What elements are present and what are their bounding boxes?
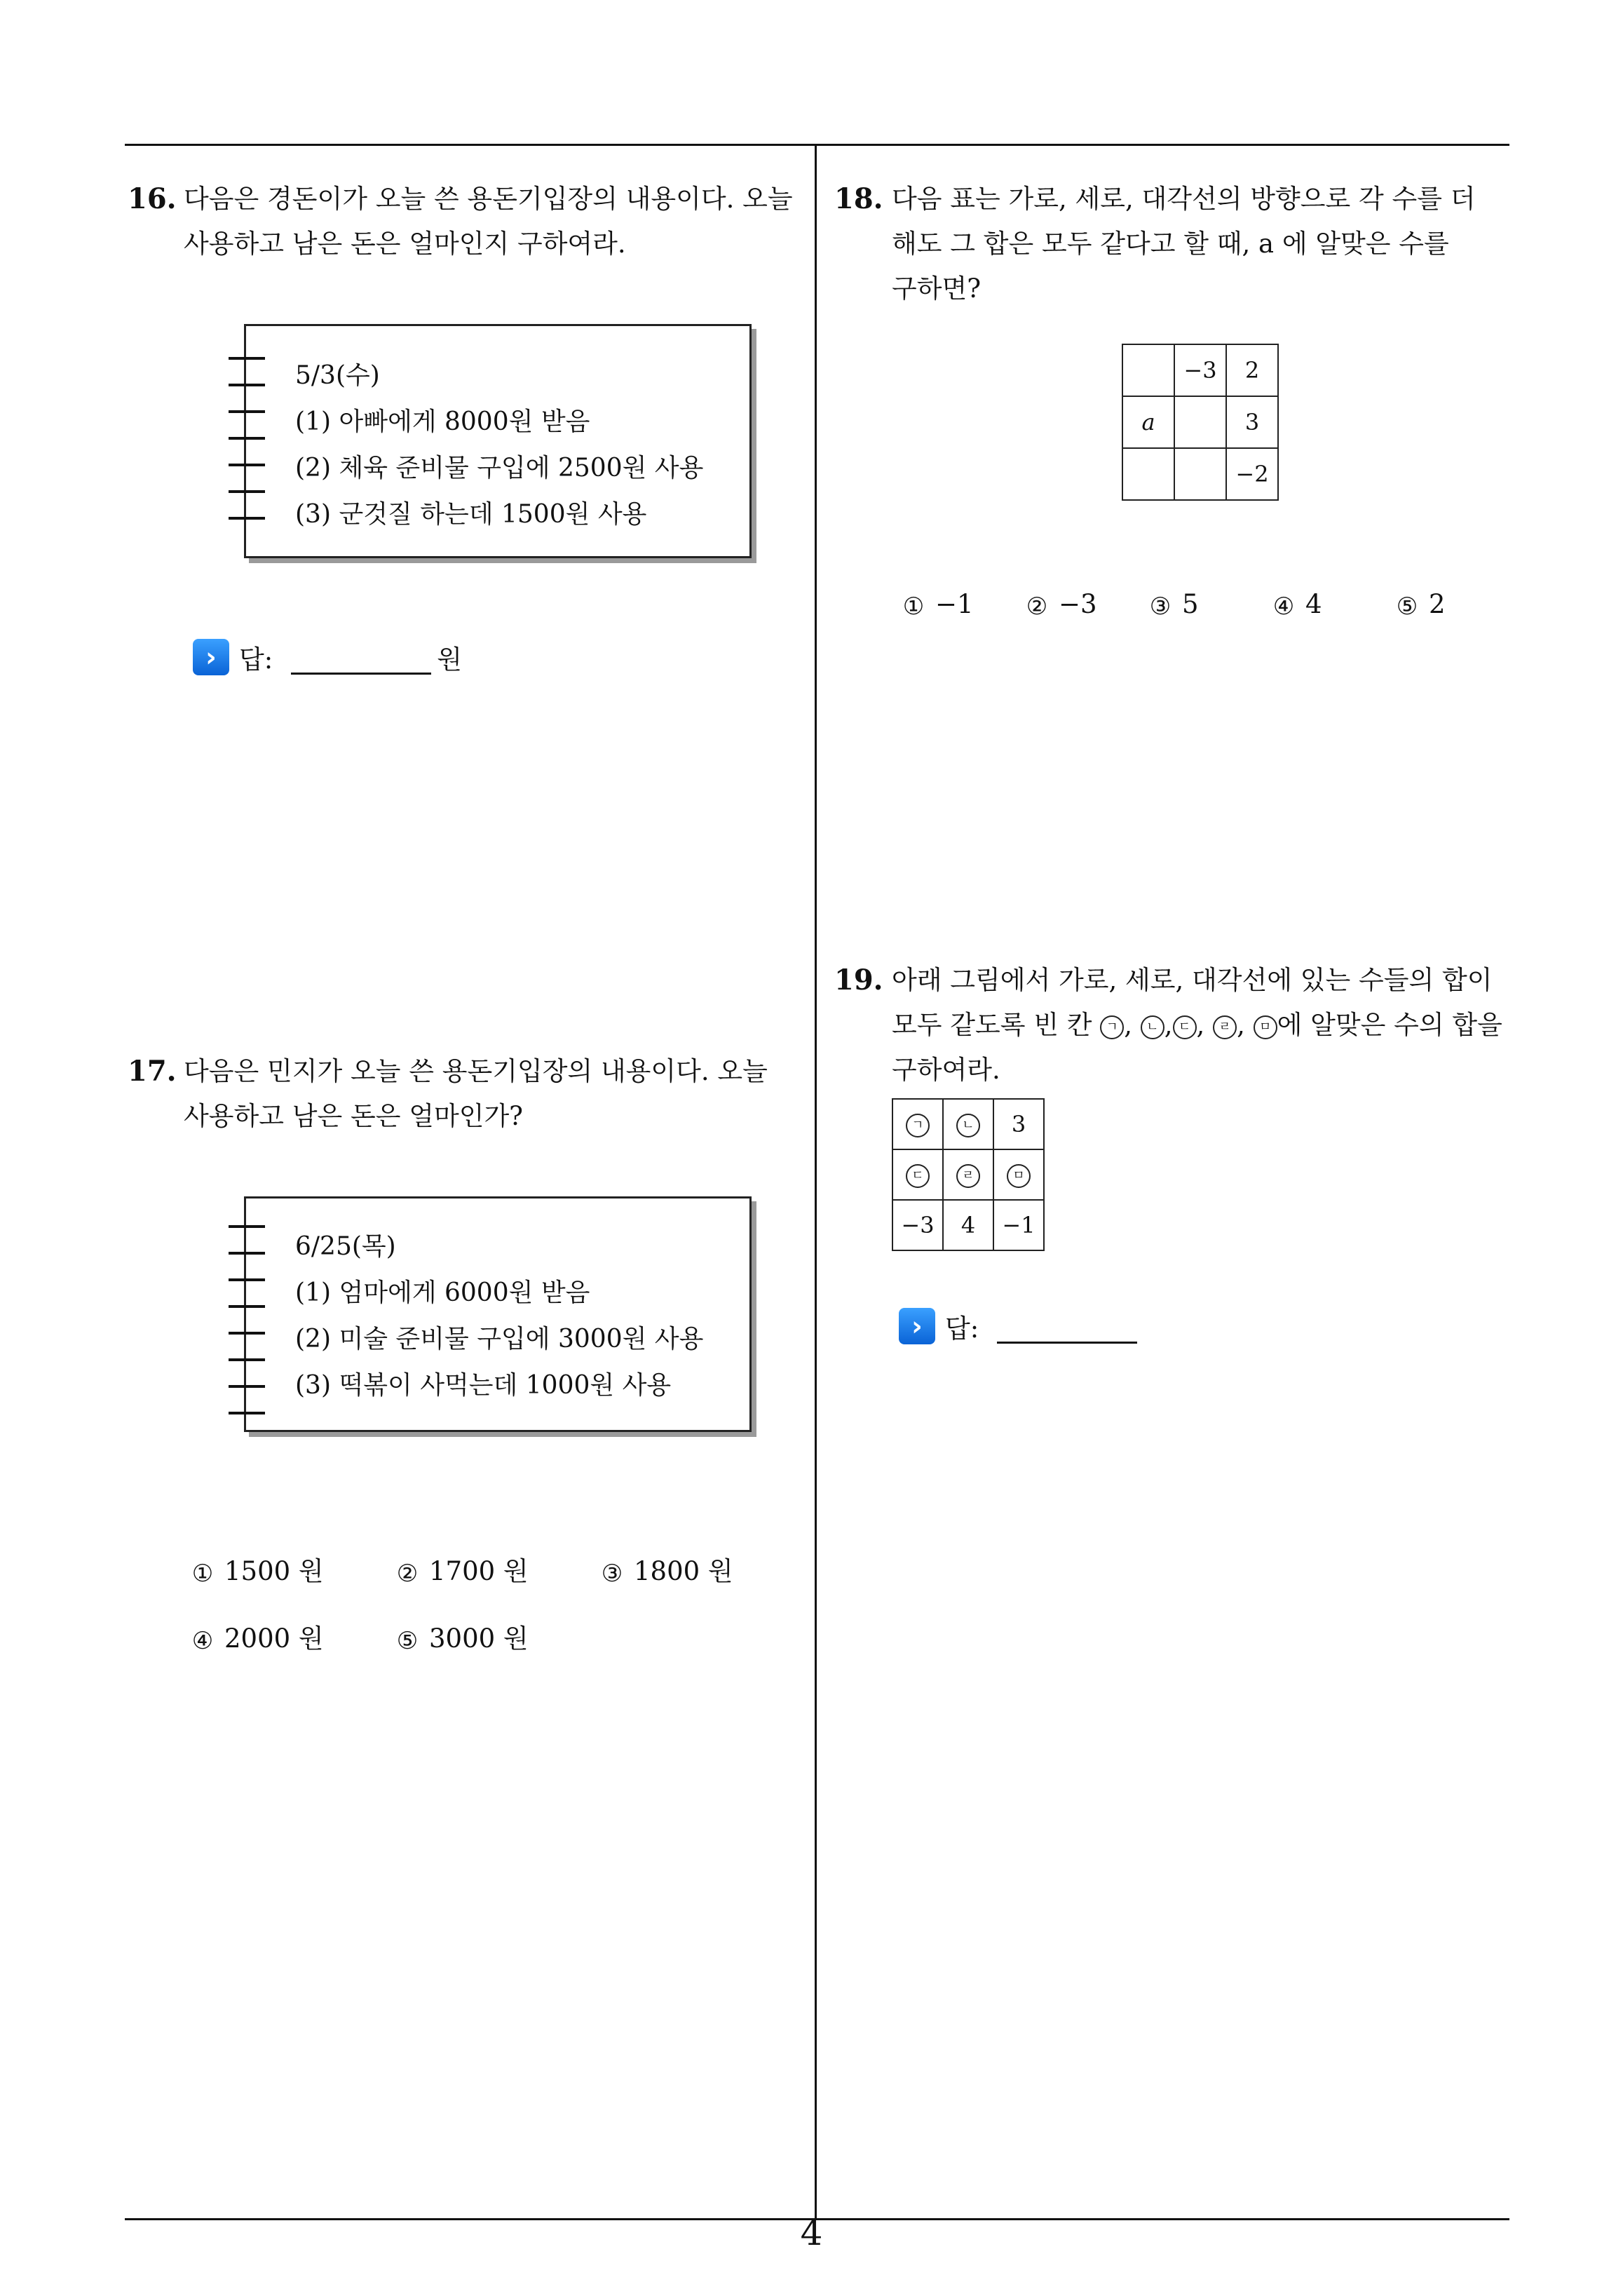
grid-18-cell: [1122, 344, 1174, 396]
grid-18-cell: −3: [1174, 344, 1226, 396]
question-19-line-3: 구하여라.: [892, 1055, 1000, 1085]
question-17-line-1: 다음은 민지가 오늘 쓴 용돈기입장의 내용이다. 오늘: [184, 1056, 768, 1086]
grid-19-cell: 4: [943, 1200, 993, 1250]
note-16-entry-1: (1) 아빠에게 8000원 받음: [295, 407, 590, 436]
question-17-number: 17.: [128, 1055, 177, 1088]
magic-square-18: [1122, 344, 1279, 501]
grid-19-cell: ㄷ: [892, 1149, 943, 1200]
grid-18-cell: [1174, 396, 1226, 448]
question-16-line-1: 다음은 경돈이가 오늘 쓴 용돈기입장의 내용이다. 오늘: [184, 184, 793, 214]
grid-18-cell: 3: [1226, 396, 1278, 448]
answer-16-input[interactable]: [291, 640, 431, 675]
grid-19-cell: −3: [892, 1200, 943, 1250]
note-16-date: 5/3(수): [295, 361, 380, 390]
note-17-entry-1: (1) 엄마에게 6000원 받음: [295, 1278, 590, 1307]
column-divider: [815, 144, 817, 2220]
q18-choice-1[interactable]: ① −1: [902, 589, 974, 621]
blank-mark-1: ㄱ: [1100, 1015, 1124, 1039]
question-18-line-2: 해도 그 합은 모두 같다고 할 때, a 에 알맞은 수를: [892, 229, 1449, 259]
answer-16-unit: 원: [437, 644, 462, 675]
answer-16-label: 답:: [239, 644, 273, 675]
q17-choice-4[interactable]: ④ 2000 원: [191, 1623, 324, 1655]
q17-choice-2[interactable]: ② 1700 원: [396, 1556, 529, 1588]
grid-18-cell: [1122, 448, 1174, 500]
note-16-entry-3: (3) 군것질 하는데 1500원 사용: [295, 500, 647, 529]
question-18-line-3: 구하면?: [892, 274, 982, 304]
note-17-entry-3: (3) 떡볶이 사먹는데 1000원 사용: [295, 1371, 672, 1400]
note-17-entry-2: (2) 미술 준비물 구입에 3000원 사용: [295, 1325, 704, 1353]
answer-16: [193, 638, 462, 676]
question-19-line-1: 아래 그림에서 가로, 세로, 대각선에 있는 수들의 합이: [892, 965, 1493, 995]
answer-arrow-icon: ›: [193, 639, 229, 675]
grid-19-cell: ㄹ: [943, 1149, 993, 1200]
grid-19-cell: 3: [993, 1099, 1044, 1149]
q17-choice-1[interactable]: ① 1500 원: [191, 1556, 324, 1588]
grid-18-cell: 2: [1226, 344, 1278, 396]
answer-19-label: 답:: [945, 1314, 979, 1344]
question-18-line-1: 다음 표는 가로, 세로, 대각선의 방향으로 각 수를 더: [892, 184, 1476, 214]
question-19-number: 19.: [834, 964, 883, 997]
grid-18-cell-a: a: [1122, 396, 1174, 448]
blank-mark-4: ㄹ: [1213, 1015, 1237, 1039]
question-17-line-2: 사용하고 남은 돈은 얼마인가?: [184, 1101, 524, 1131]
answer-arrow-icon: ›: [899, 1308, 935, 1344]
q18-choice-3[interactable]: ③ 5: [1149, 589, 1199, 621]
grid-19-cell: ㄱ: [892, 1099, 943, 1149]
q17-choice-5[interactable]: ⑤ 3000 원: [396, 1623, 529, 1655]
allowance-note-16: [244, 324, 752, 558]
answer-19-input[interactable]: [997, 1309, 1137, 1344]
grid-18-cell: [1174, 448, 1226, 500]
q18-choice-2[interactable]: ② −3: [1026, 589, 1097, 621]
allowance-note-17: [244, 1196, 752, 1432]
q17-choice-3[interactable]: ③ 1800 원: [601, 1556, 733, 1588]
blank-mark-3: ㄷ: [1173, 1015, 1197, 1039]
question-19-line-2: 모두 같도록 빈 칸 ㄱ , ㄴ , ㄷ , ㄹ , ㅁ 에 알맞은 수의 합을: [892, 1010, 1502, 1040]
grid-18-cell: −2: [1226, 448, 1278, 500]
blank-mark-2: ㄴ: [1141, 1015, 1164, 1039]
top-rule: [125, 144, 1509, 146]
note-17-date: 6/25(목): [295, 1232, 396, 1261]
grid-19-cell: ㄴ: [943, 1099, 993, 1149]
note-16-entry-2: (2) 체육 준비물 구입에 2500원 사용: [295, 454, 704, 482]
question-18-number: 18.: [834, 182, 883, 215]
question-16-line-2: 사용하고 남은 돈은 얼마인지 구하여라.: [184, 229, 626, 259]
grid-19-cell: ㅁ: [993, 1149, 1044, 1200]
question-16-number: 16.: [128, 182, 177, 215]
q18-choice-4[interactable]: ④ 4: [1272, 589, 1322, 621]
blank-mark-5: ㅁ: [1254, 1015, 1277, 1039]
grid-19-cell: −1: [993, 1200, 1044, 1250]
q18-choice-5[interactable]: ⑤ 2: [1396, 589, 1446, 621]
page-number: 4: [800, 2213, 823, 2253]
magic-square-19: [892, 1098, 1045, 1251]
answer-19: [899, 1307, 1137, 1345]
